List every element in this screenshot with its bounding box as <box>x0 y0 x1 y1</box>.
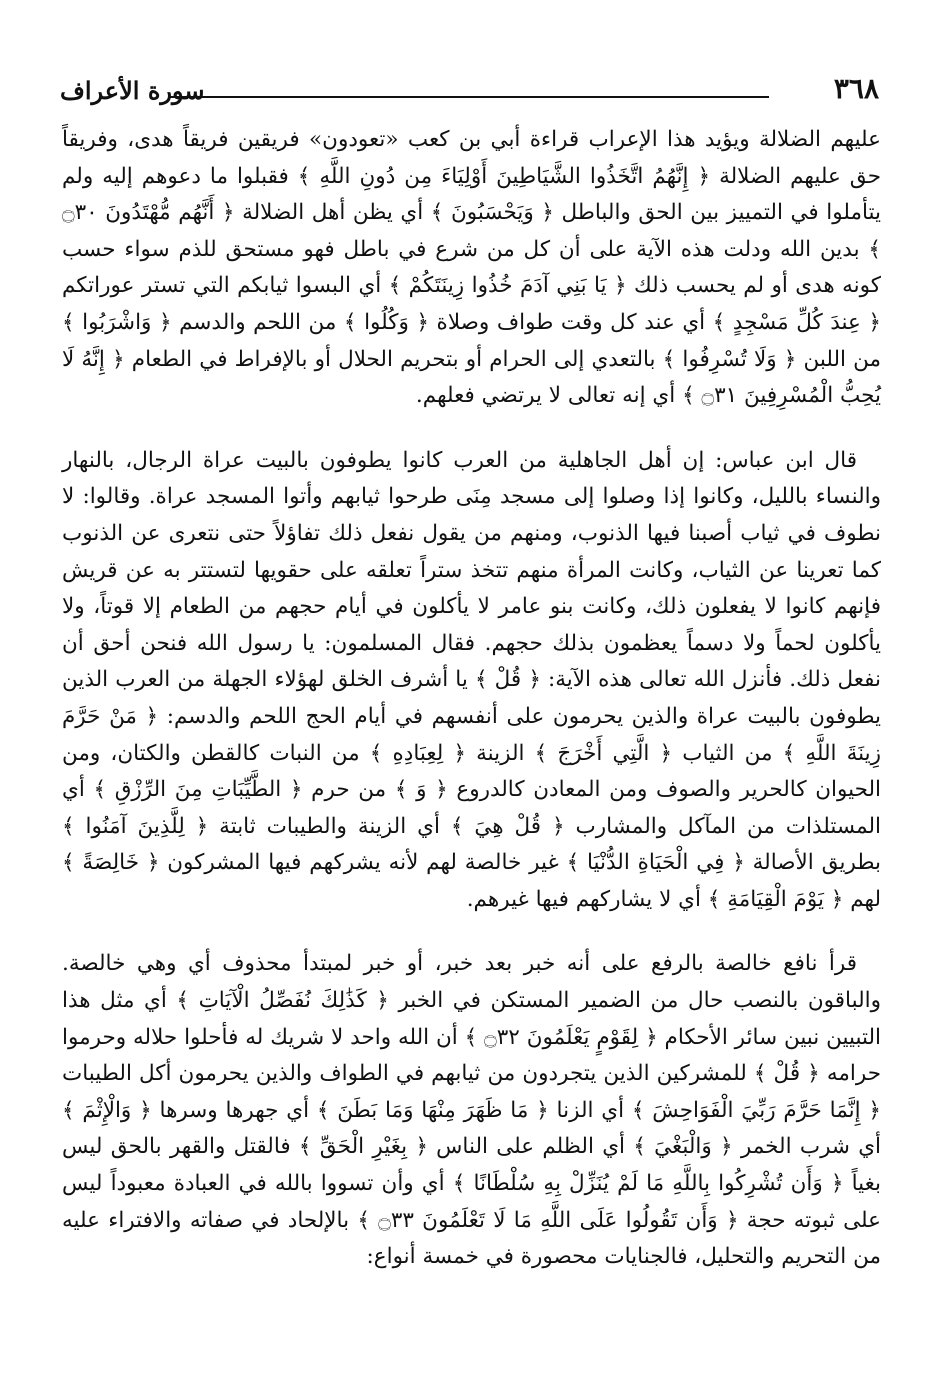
surah-name: سورة الأعراف <box>60 76 205 105</box>
paragraph: عليهم الضلالة ويؤيد هذا الإعراب قراءة أبي بن كعب «تعودون» فريقين فريقاً هدى، وفريقاً حق عليهم الضلالة ﴿ إِنَّهُمُ اتَّخَذُوا الشَّيَاطِينَ أَوْلِيَاءَ مِن دُونِ اللَّهِ ﴾ فقبلوا ما دعوهم إليه ولم يتأملوا في التمييز بين الحق والباطل ﴿ وَيَحْسَبُونَ ﴾ أي يظن أهل الضلالة ﴿ أَنَّهُم مُّهْتَدُونَ ۝٣٠ ﴾ بدين الله ودلت هذه الآية على أن كل من شرع في باطل فهو مستحق للذم سواء حسب كونه هدى أو لم يحسب ذلك ﴿ يَا بَنِي آدَمَ خُذُوا زِينَتَكُمْ ﴾ أي البسوا ثيابكم التي تستر عوراتكم ﴿ عِندَ كُلِّ مَسْجِدٍ ﴾ أي عند كل وقت طواف وصلاة ﴿ وَكُلُوا ﴾ من اللحم والدسم ﴿ وَاشْرَبُوا ﴾ من اللبن ﴿ وَلَا تُسْرِفُوا ﴾ بالتعدي إلى الحرام أو بتحريم الحلال أو بالإفراط في الطعام ﴿ إِنَّهُ لَا يُحِبُّ الْمُسْرِفِينَ ۝٣١ ﴾ أي إنه تعالى لا يرتضي فعلهم. <box>62 127 881 409</box>
paragraph: قال ابن عباس: إن أهل الجاهلية من العرب كانوا يطوفون بالبيت عراة الرجال، بالنهار والنساء بالليل، وكانوا إذا وصلوا إلى مسجد مِنَى طرحوا ثيابهم وأتوا المسجد عراة. وقالوا: لا نطوف في ثياب أصبنا فيها الذنوب، ومنهم من يقول نفعل ذلك تفاؤلاً حتى نتعرى عن الذنوب كما تعرينا عن الثياب، وكانت المرأة منهم تتخذ ستراً تعلقه على حقويها لتستتر به عن قريش فإنهم كانوا لا يفعلون ذلك، وكانت بنو عامر لا يأكلون في أيام حجهم من الطعام إلا قوتاً، ولا يأكلون لحماً ولا دسماً يعظمون بذلك حجهم. فقال المسلمون: يا رسول الله فنحن أحق أن نفعل ذلك. فأنزل الله تعالى هذه الآية: ﴿ قُلْ ﴾ يا أشرف الخلق لهؤلاء الجهلة من العرب الذين يطوفون بالبيت عراة والذين يحرمون على أنفسهم في أيام الحج اللحم والدسم: ﴿ مَنْ حَرَّمَ زِينَةَ اللَّهِ ﴾ من الثياب ﴿ الَّتِي أَخْرَجَ ﴾ الزينة ﴿ لِعِبَادِهِ ﴾ من النبات كالقطن والكتان، ومن الحيوان كالحرير والصوف ومن المعادن كالدروع ﴿ وَ ﴾ من حرم ﴿ الطَّيِّبَاتِ مِنَ الرِّزْقِ ﴾ أي المستلذات من المآكل والمشارب ﴿ قُلْ هِيَ ﴾ أي الزينة والطيبات ثابتة ﴿ لِلَّذِينَ آمَنُوا ﴾ بطريق الأصالة ﴿ فِي الْحَيَاةِ الدُّنْيَا ﴾ غير خالصة لهم لأنه يشركهم فيها المشركون ﴿ خَالِصَةً ﴾ لهم ﴿ يَوْمَ الْقِيَامَةِ ﴾ أي لا يشاركهم فيها غيرهم. <box>62 447 882 912</box>
paragraph: قرأ نافع خالصة بالرفع على أنه خبر بعد خبر، أو خبر لمبتدأ محذوف أي وهي خالصة. والباقون بالنصب حال من الضمير المستكن في الخبر ﴿ كَذَٰلِكَ نُفَصِّلُ الْآيَاتِ ﴾ أي مثل هذا التبيين نبين سائر الأحكام ﴿ لِقَوْمٍ يَعْلَمُونَ ۝٣٢ ﴾ أن الله واحد لا شريك له فأحلوا حلاله وحرموا حرامه ﴿ قُلْ ﴾ للمشركين الذين يتجردون من ثيابهم في الطواف والذين يحرمون أكل الطيبات ﴿ إِنَّمَا حَرَّمَ رَبِّيَ الْفَوَاحِشَ ﴾ أي الزنا ﴿ مَا ظَهَرَ مِنْهَا وَمَا بَطَنَ ﴾ أي جهرها وسرها ﴿ وَالْإِثْمَ ﴾ أي شرب الخمر ﴿ وَالْبَغْيَ ﴾ أي الظلم على الناس ﴿ بِغَيْرِ الْحَقِّ ﴾ فالقتل والقهر بالحق ليس بغياً ﴿ وَأَن تُشْرِكُوا بِاللَّهِ مَا لَمْ يُنَزِّلْ بِهِ سُلْطَانًا ﴾ أي وأن تسووا بالله في العبادة معبوداً ليس على ثبوته حجة ﴿ وَأَن تَقُولُوا عَلَى اللَّهِ مَا لَا تَعْلَمُونَ ۝٣٣ ﴾ بالإلحاد في صفاته والافتراء عليه من التحريم والتحليل، فالجنايات محصورة في خمسة أنواع: <box>62 951 882 1270</box>
page-number: ٣٦٨ <box>833 72 879 105</box>
tafsir-body <box>62 122 881 1324</box>
header-rule <box>170 96 769 98</box>
page-header <box>60 70 879 110</box>
